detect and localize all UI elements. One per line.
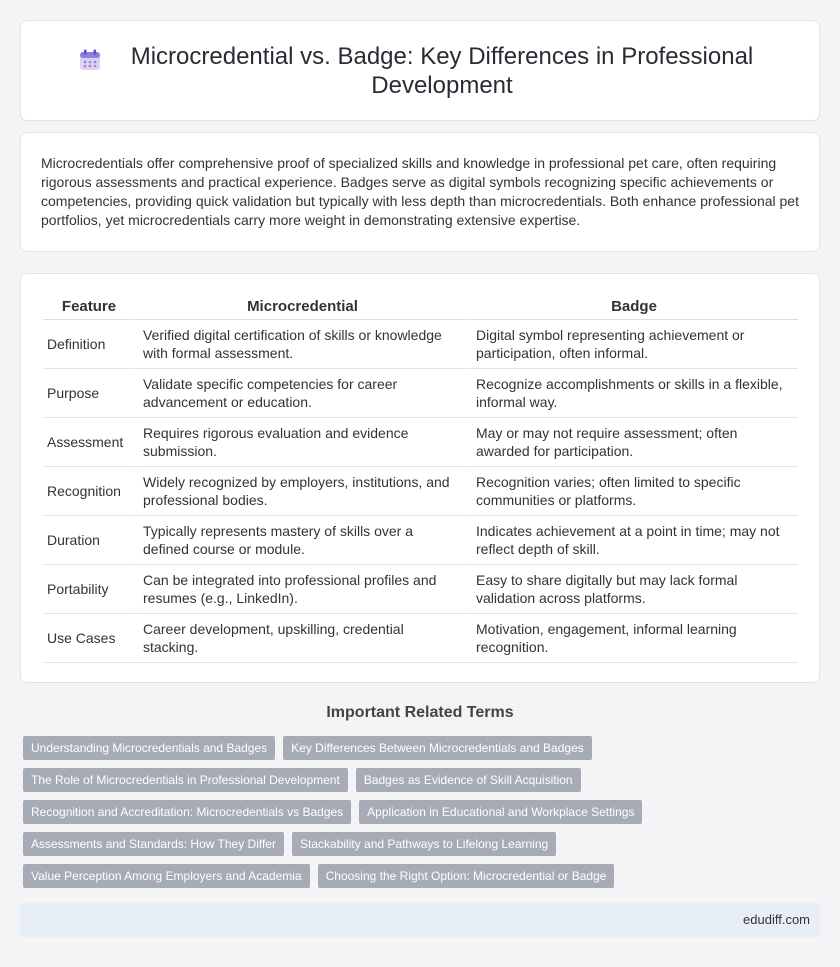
feature-cell: Recognition [43,467,135,516]
related-term-link[interactable]: Assessments and Standards: How They Differ [23,832,284,856]
related-term-link[interactable]: Choosing the Right Option: Microcredential or Badge [318,864,615,888]
comparison-table [43,294,798,663]
intro-card [20,132,820,252]
tag-row [23,864,813,888]
page-title: Microcredential vs. Badge: Key Differences in Professional Development [130,42,754,99]
feature-cell: Assessment [43,418,135,467]
header-badge: Badge [468,294,798,320]
related-term-link[interactable]: Stackability and Pathways to Lifelong Learning [292,832,556,856]
header-card [20,20,820,121]
feature-cell: Portability [43,565,135,614]
table-row [43,467,798,516]
microcredential-cell: Validate specific competencies for career advancement or education. [135,369,468,418]
microcredential-cell: Widely recognized by employers, institutions, and professional bodies. [135,467,468,516]
related-term-link[interactable]: Recognition and Accreditation: Microcredentials vs Badges [23,800,351,824]
microcredential-cell: Requires rigorous evaluation and evidence submission. [135,418,468,467]
badge-cell: Digital symbol representing achievement or participation, often informal. [468,320,798,369]
table-row [43,614,798,663]
related-term-link[interactable]: Value Perception Among Employers and Academia [23,864,310,888]
microcredential-cell: Can be integrated into professional profiles and resumes (e.g., LinkedIn). [135,565,468,614]
table-row [43,516,798,565]
intro-text: Microcredentials offer comprehensive proof of specialized skills and knowledge in professional pet care, often requiring rigorous assessments and practical experience. Badges serve as digital symbols recognizing specific achievements or competencies, providing quick validation but typically with less depth than microcredentials. Both enhance professional pet portfolios, yet microcredentials carry more weight in demonstrating extensive expertise. [41,155,799,228]
footer [20,903,820,937]
feature-cell: Definition [43,320,135,369]
related-term-link[interactable]: Badges as Evidence of Skill Acquisition [356,768,581,792]
site-link[interactable]: edudiff.com [743,912,810,927]
comparison-card [20,273,820,683]
title-wrap [70,42,770,100]
table-row [43,418,798,467]
badge-cell: Recognition varies; often limited to specific communities or platforms. [468,467,798,516]
related-term-link[interactable]: Understanding Microcredentials and Badges [23,736,275,760]
related-terms-title: Important Related Terms [326,704,514,721]
microcredential-cell: Typically represents mastery of skills over a defined course or module. [135,516,468,565]
header-feature: Feature [43,294,135,320]
related-terms-list [23,736,813,896]
badge-cell: May or may not require assessment; often awarded for participation. [468,418,798,467]
tag-row [23,736,813,760]
feature-cell: Purpose [43,369,135,418]
related-term-link[interactable]: Application in Educational and Workplace Settings [359,800,642,824]
related-term-link[interactable]: The Role of Microcredentials in Professional Development [23,768,348,792]
badge-cell: Motivation, engagement, informal learning recognition. [468,614,798,663]
header-microcredential: Microcredential [135,294,468,320]
feature-cell: Use Cases [43,614,135,663]
table-header-row [43,294,798,320]
calendar-icon [78,48,102,72]
badge-cell: Easy to share digitally but may lack formal validation across platforms. [468,565,798,614]
tag-row [23,768,813,792]
table-row [43,369,798,418]
table-row [43,320,798,369]
table-row [43,565,798,614]
badge-cell: Indicates achievement at a point in time; may not reflect depth of skill. [468,516,798,565]
feature-cell: Duration [43,516,135,565]
tag-row [23,800,813,824]
microcredential-cell: Career development, upskilling, credential stacking. [135,614,468,663]
microcredential-cell: Verified digital certification of skills or knowledge with formal assessment. [135,320,468,369]
badge-cell: Recognize accomplishments or skills in a flexible, informal way. [468,369,798,418]
tag-row [23,832,813,856]
related-term-link[interactable]: Key Differences Between Microcredentials and Badges [283,736,592,760]
